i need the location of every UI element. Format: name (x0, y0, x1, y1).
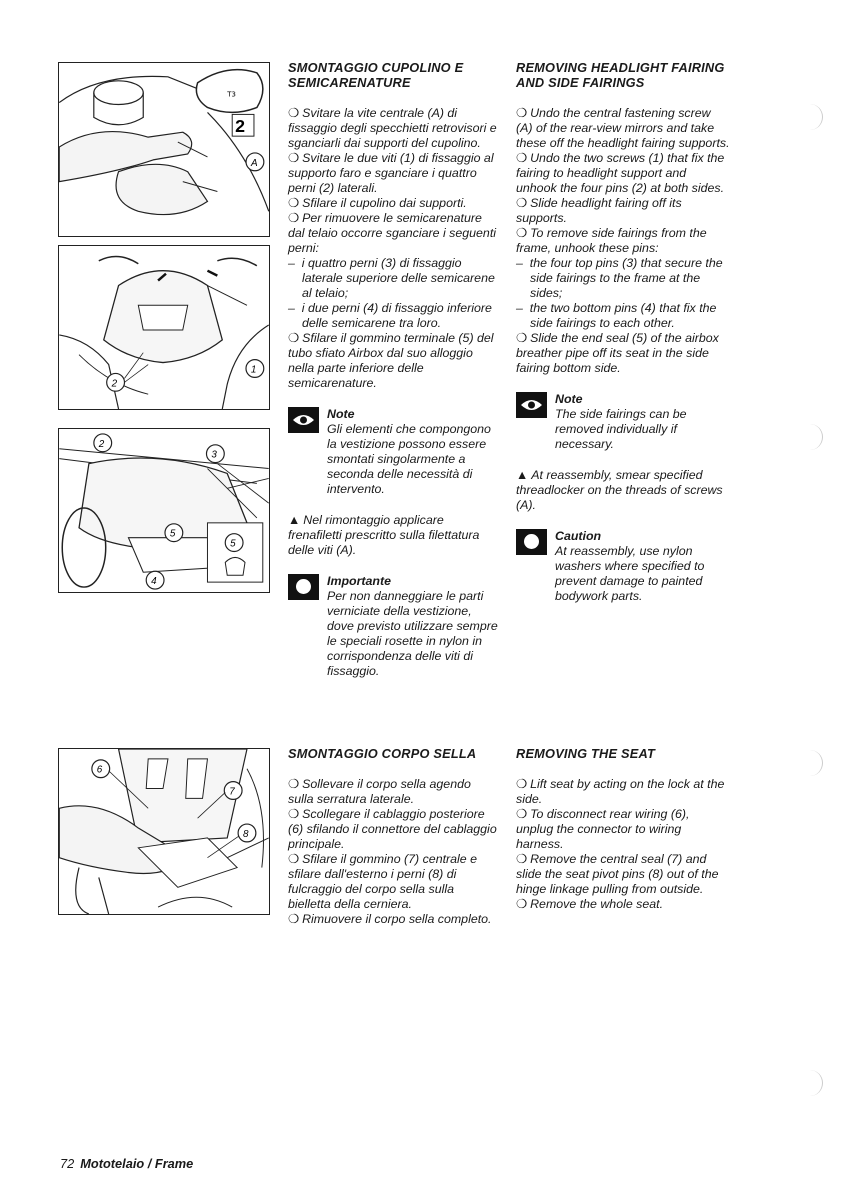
callout-5: 5 (169, 528, 176, 540)
step-text: Rimuovere il corpo sella completo. (302, 912, 492, 926)
step-text: Undo the central fastening screw (A) of the rear-view mirrors and take these off the headlight fairing supports. (516, 106, 730, 150)
binder-hole-mark (800, 424, 823, 450)
eye-icon (516, 392, 547, 418)
step-text: Lift seat by acting on the lock at the side. (516, 777, 725, 806)
callout-2: 2 (111, 378, 118, 390)
bullet-icon: ❍ (516, 331, 528, 345)
section1-en-title: REMOVING HEADLIGHT FAIRING AND SIDE FAIRINGS (516, 60, 725, 90)
section2-en-title: REMOVING THE SEAT (516, 746, 655, 761)
callout-7: 7 (229, 786, 235, 798)
step-text: Sfilare il gommino (7) centrale e sfilare dall'esterno i perni (8) di fulcraggio del corpo sella sulla bielletta della cerniera. (288, 852, 478, 911)
section1-it-step (288, 106, 498, 151)
important-label: Importante (327, 574, 392, 588)
section1-en-dash-item: – the two bottom pins (4) that fix the side fairings to each other. (516, 301, 717, 330)
warning-text: At reassembly, smear specified threadlocker on the threads of screws (A). (516, 468, 723, 512)
figure-seat-removal (58, 748, 270, 915)
step-text: Sfilare il cupolino dai supporti. (302, 196, 467, 210)
dash-text: i due perni (4) di fissaggio inferiore delle semicarene tra loro. (301, 301, 492, 330)
note-callout-it (288, 407, 498, 497)
bullet-icon: ❍ (288, 196, 300, 210)
seat-removal-drawing (59, 749, 269, 914)
warning-it (288, 513, 498, 558)
bullet-icon: ❍ (288, 912, 300, 926)
step-text: Svitare le due viti (1) di fissaggio al supporto faro e sganciare i quattro perni (2) laterali. (288, 151, 494, 195)
mirror-removal-drawing (59, 63, 269, 236)
bullet-icon: ❍ (288, 106, 300, 120)
callout-2b: 2 (98, 438, 105, 450)
note-callout-en (516, 392, 730, 452)
bullet-icon: ❍ (516, 151, 528, 165)
callout-a: A (250, 157, 258, 169)
bullet-icon: ❍ (288, 807, 300, 821)
warning-text: Nel rimontaggio applicare frenafiletti prescritto sulla filettatura delle viti (A). (288, 513, 480, 557)
section1-en-step (516, 331, 730, 376)
important-text: Per non danneggiare le parti verniciate della vestizione, dove previsto utilizzare sempre le speciali rosette in nylon in corrispondenza delle viti di fissaggio. (327, 589, 498, 678)
section2-it-step (288, 852, 498, 912)
step-text: Slide headlight fairing off its supports. (516, 196, 682, 225)
step-text: Remove the whole seat. (530, 897, 664, 911)
callout-3: 3 (211, 449, 217, 461)
callout-6: 6 (96, 764, 103, 776)
section1-it-dash-item: – i due perni (4) di fissaggio inferiore delle semicarene tra loro. (288, 301, 492, 330)
section1-en-step (516, 226, 730, 256)
section2-en-step (516, 852, 730, 897)
section2-it-step (288, 912, 498, 927)
step-text: Undo the two screws (1) that fix the fairing to headlight support and unhook the four pins (2) at both sides. (516, 151, 725, 195)
figure-fairing-screws (58, 245, 270, 410)
bullet-icon: ❍ (288, 852, 300, 866)
footer-title: Mototelaio / Frame (80, 1156, 194, 1171)
section1-italian-column (288, 60, 498, 679)
caution-dot-icon (516, 529, 547, 555)
section2-it-step (288, 807, 498, 852)
step-text: Per rimuovere le semicarenature dal telaio occorre sganciare i seguenti perni: (288, 211, 497, 255)
binder-hole-mark (800, 750, 823, 776)
dash-text: the two bottom pins (4) that fix the side fairings to each other. (529, 301, 717, 330)
figure-mirror-removal (58, 62, 270, 237)
important-dot-icon (288, 574, 319, 600)
figure-side-fairing-pins (58, 428, 270, 593)
step-text: Svitare la vite centrale (A) di fissaggio degli specchietti retrovisori e sganciarli dai supporti del cupolino. (288, 106, 497, 150)
section1-it-title: SMONTAGGIO CUPOLINO E SEMICARENATURE (288, 60, 464, 90)
step-text: To disconnect rear wiring (6), unplug the connector to wiring harness. (516, 807, 690, 851)
section1-it-step (288, 331, 498, 391)
bullet-icon: ❍ (288, 331, 300, 345)
section2-en-step (516, 897, 730, 912)
bullet-icon: ❍ (288, 151, 300, 165)
warning-en (516, 468, 730, 513)
step-text: Sollevare il corpo sella agendo sulla serratura laterale. (288, 777, 471, 806)
section1-it-step (288, 151, 498, 196)
note-text: Gli elementi che compongono la vestizione possono essere smontati singolarmente a seconda delle necessità di intervento. (327, 422, 491, 496)
section2-en-step (516, 807, 730, 852)
step-text: Remove the central seal (7) and slide the seat pivot pins (8) out of the hinge linkage pulling from outside. (516, 852, 719, 896)
caution-label: Caution (555, 529, 602, 543)
side-fairing-pins-drawing (59, 429, 269, 592)
caution-callout-en (516, 529, 730, 604)
step-text: Scollegare il cablaggio posteriore (6) sfilando il connettore del cablaggio principale. (288, 807, 497, 851)
bullet-icon: ❍ (516, 807, 528, 821)
section1-en-dash-item: – the four top pins (3) that secure the side fairings to the frame at the sides; (516, 256, 723, 300)
callout-5-detail: 5 (230, 538, 236, 550)
warning-triangle-icon: ▲ (516, 468, 529, 482)
section2-it-title: SMONTAGGIO CORPO SELLA (288, 746, 477, 761)
bullet-icon: ❍ (288, 211, 300, 225)
binder-hole-mark (800, 104, 823, 130)
page-number: 72 (60, 1156, 75, 1171)
mirror-label: T3 (227, 90, 236, 99)
bullet-icon: ❍ (516, 852, 528, 866)
section1-it-step (288, 196, 498, 211)
callout-1: 1 (250, 364, 257, 376)
bullet-icon: ❍ (516, 777, 528, 791)
bullet-icon: ❍ (516, 196, 528, 210)
dash-text: i quattro perni (3) di fissaggio laterale superiore delle semicarene al telaio; (301, 256, 495, 300)
page-footer (60, 1156, 193, 1171)
dash-text: the four top pins (3) that secure the side fairings to the frame at the sides; (529, 256, 723, 300)
step-text: Slide the end seal (5) of the airbox breather pipe off its seat in the side fairing bottom side. (516, 331, 719, 375)
eye-icon (288, 407, 319, 433)
callout-8: 8 (243, 828, 249, 840)
bullet-icon: ❍ (516, 897, 528, 911)
note-label: Note (327, 407, 355, 421)
section1-english-column (516, 60, 730, 604)
bullet-icon: ❍ (288, 777, 300, 791)
section2-english-column (516, 746, 730, 912)
binder-hole-mark (800, 1070, 823, 1096)
fairing-screws-drawing (59, 246, 269, 409)
step-text: To remove side fairings from the frame, unhook these pins: (516, 226, 707, 255)
important-callout-it (288, 574, 498, 679)
callout-4: 4 (151, 576, 157, 588)
section1-it-dash-item: – i quattro perni (3) di fissaggio laterale superiore delle semicarene al telaio; (288, 256, 495, 300)
section2-italian-column (288, 746, 498, 927)
warning-triangle-icon: ▲ (288, 513, 301, 527)
section1-it-step (288, 211, 498, 256)
note-label: Note (555, 392, 583, 406)
note-text: The side fairings can be removed individually if necessary. (555, 407, 687, 451)
section1-en-step (516, 151, 730, 196)
section1-en-step (516, 196, 730, 226)
step-text: Sfilare il gommino terminale (5) del tubo sfiato Airbox dal suo alloggio nella parte inferiore delle semicarenature. (288, 331, 494, 390)
section1-en-step (516, 106, 730, 151)
bullet-icon: ❍ (516, 106, 528, 120)
caution-text: At reassembly, use nylon washers where specified to prevent damage to painted bodywork parts. (555, 544, 705, 603)
section2-it-step (288, 777, 498, 807)
section2-en-step (516, 777, 730, 807)
bullet-icon: ❍ (516, 226, 528, 240)
badge-number: 2 (235, 116, 246, 137)
